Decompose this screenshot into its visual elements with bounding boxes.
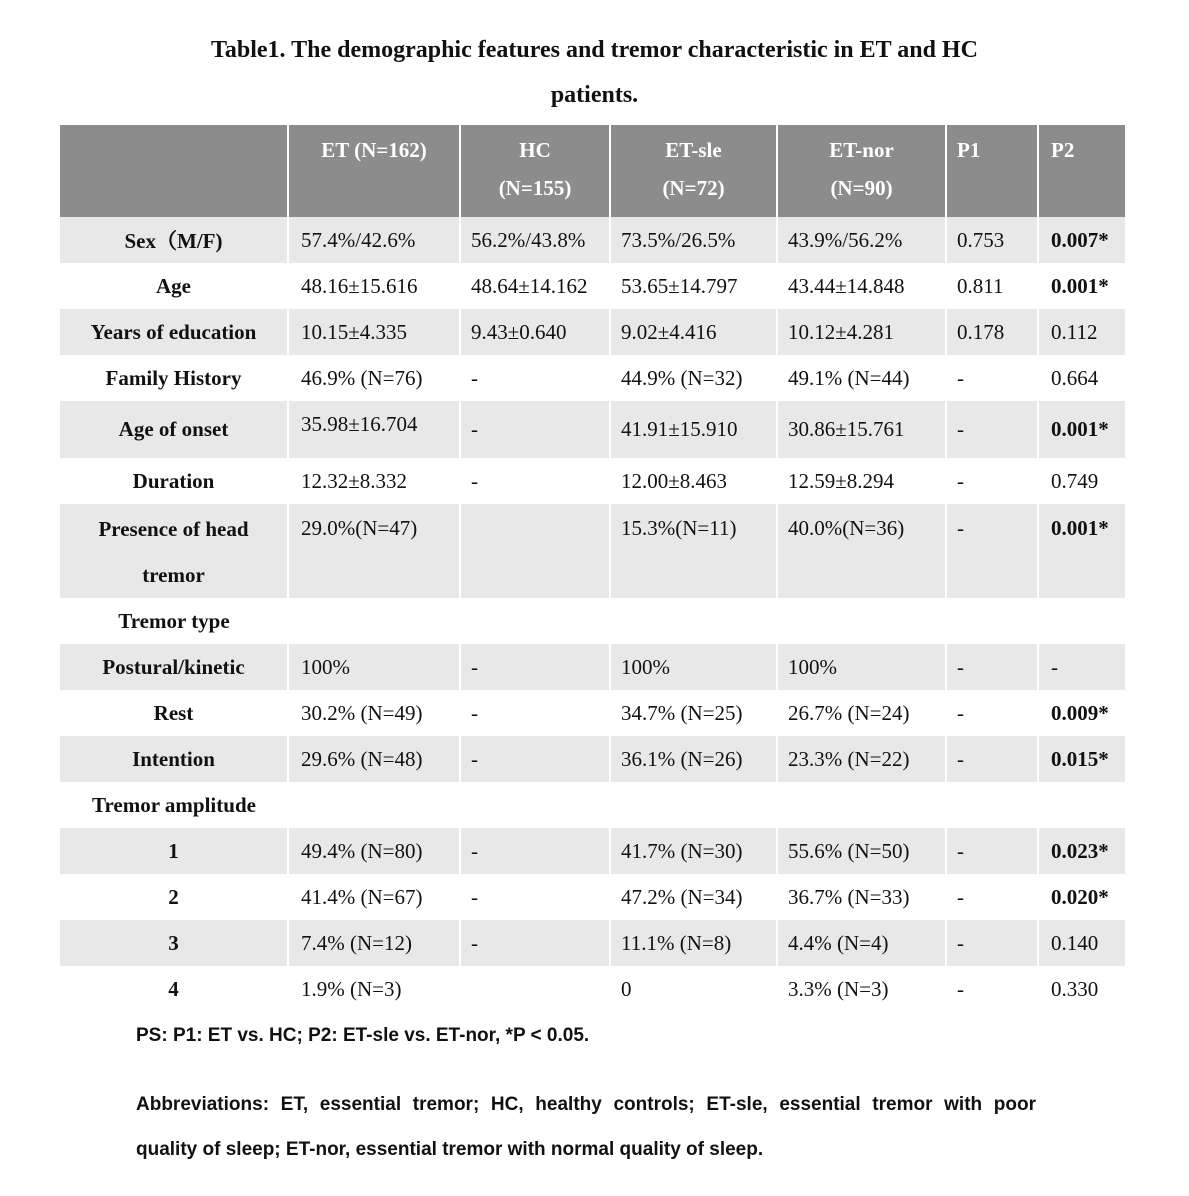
section-label: Tremor amplitude bbox=[92, 792, 256, 817]
cell-p2: 0.020* bbox=[1051, 884, 1109, 909]
row-label: 4 bbox=[60, 966, 288, 1012]
cell-et-nor: 43.44±14.848 bbox=[777, 263, 946, 309]
table-row bbox=[60, 309, 1125, 355]
table-row bbox=[60, 874, 1125, 920]
table-body bbox=[60, 217, 1125, 1012]
abbreviations-line-2: quality of sleep; ET-nor, essential tremor with normal quality of sleep. bbox=[136, 1139, 764, 1160]
cell-et: 100% bbox=[288, 644, 460, 690]
cell-et-nor: 55.6% (N=50) bbox=[777, 828, 946, 874]
row-label: Intention bbox=[60, 736, 288, 782]
cell-hc: - bbox=[460, 401, 610, 458]
cell-et-sle: 73.5%/26.5% bbox=[610, 217, 777, 263]
cell-et-nor: 30.86±15.761 bbox=[777, 401, 946, 458]
cell-et-nor: 40.0%(N=36) bbox=[777, 504, 946, 598]
cell-p2: 0.001* bbox=[1051, 273, 1109, 298]
table-row bbox=[60, 401, 1125, 458]
table-header bbox=[60, 125, 1125, 217]
cell-hc: - bbox=[460, 458, 610, 504]
header-cell-et-sle bbox=[610, 125, 777, 217]
cell-et: 57.4%/42.6% bbox=[288, 217, 460, 263]
table-title-line-2: patients. bbox=[550, 82, 639, 108]
cell-p1: - bbox=[946, 401, 1038, 458]
cell-et-sle: 0 bbox=[610, 966, 777, 1012]
row-label: 3 bbox=[60, 920, 288, 966]
cell-et: 41.4% (N=67) bbox=[288, 874, 460, 920]
cell-et: 29.6% (N=48) bbox=[288, 736, 460, 782]
table-row bbox=[60, 504, 1125, 598]
table-row bbox=[60, 966, 1125, 1012]
table-row bbox=[60, 458, 1125, 504]
cell-et-sle: 36.1% (N=26) bbox=[610, 736, 777, 782]
cell-hc: - bbox=[460, 920, 610, 966]
section-spacer bbox=[288, 782, 1125, 828]
header-cell-label bbox=[60, 125, 288, 217]
cell-et: 29.0%(N=47) bbox=[288, 504, 460, 598]
table-row bbox=[60, 217, 1125, 263]
cell-p2: 0.664 bbox=[1051, 365, 1099, 390]
row-label: Duration bbox=[60, 458, 288, 504]
demographics-table bbox=[60, 125, 1125, 1012]
cell-p1: - bbox=[946, 690, 1038, 736]
cell-p2: 0.001* bbox=[1038, 401, 1125, 458]
header-et-nor-line1: ET-nor bbox=[829, 138, 894, 162]
row-label: Rest bbox=[60, 690, 288, 736]
cell-et-sle: 53.65±14.797 bbox=[610, 263, 777, 309]
cell-et-sle: 34.7% (N=25) bbox=[610, 690, 777, 736]
cell-p1: - bbox=[946, 355, 1038, 401]
row-label: 2 bbox=[60, 874, 288, 920]
cell-p2: 0.007* bbox=[1038, 217, 1125, 263]
cell-hc: - bbox=[460, 644, 610, 690]
cell-et: 49.4% (N=80) bbox=[288, 828, 460, 874]
header-p1-label: P1 bbox=[957, 138, 981, 162]
cell-p1: - bbox=[946, 736, 1038, 782]
row-label: Family History bbox=[60, 355, 288, 401]
cell-et-sle: 11.1% (N=8) bbox=[610, 920, 777, 966]
table-title-line-1: Table1. The demographic features and tremor characteristic in ET and HC bbox=[211, 37, 978, 63]
cell-p1: 0.178 bbox=[946, 309, 1038, 355]
cell-hc: - bbox=[460, 355, 610, 401]
cell-p1: 0.811 bbox=[946, 263, 1038, 309]
cell-et-sle: 41.91±15.910 bbox=[610, 401, 777, 458]
cell-hc: 48.64±14.162 bbox=[460, 263, 610, 309]
cell-et-nor: 26.7% (N=24) bbox=[777, 690, 946, 736]
cell-hc bbox=[460, 966, 610, 1012]
cell-et: 46.9% (N=76) bbox=[288, 355, 460, 401]
header-hc-line2: (N=155) bbox=[498, 176, 572, 200]
cell-et: 1.9% (N=3) bbox=[288, 966, 460, 1012]
cell-et-nor: 4.4% (N=4) bbox=[777, 920, 946, 966]
cell-et-sle: 9.02±4.416 bbox=[610, 309, 777, 355]
cell-p2: 0.023* bbox=[1038, 828, 1125, 874]
cell-hc: 9.43±0.640 bbox=[460, 309, 610, 355]
cell-et: 35.98±16.704 bbox=[288, 401, 460, 458]
row-label: Postural/kinetic bbox=[60, 644, 288, 690]
table-row bbox=[60, 782, 1125, 828]
table-title bbox=[0, 28, 1189, 118]
cell-et: 30.2% (N=49) bbox=[288, 690, 460, 736]
header-cell-et-nor bbox=[777, 125, 946, 217]
cell-p1: - bbox=[946, 966, 1038, 1012]
cell-p2: 0.140 bbox=[1038, 920, 1125, 966]
row-label: 1 bbox=[60, 828, 288, 874]
cell-p2: 0.009* bbox=[1051, 700, 1109, 725]
cell-et-nor: 43.9%/56.2% bbox=[777, 217, 946, 263]
row-label: Age bbox=[60, 263, 288, 309]
cell-p2: 0.001* bbox=[1038, 504, 1125, 598]
cell-et-sle: 100% bbox=[610, 644, 777, 690]
cell-p1: 0.753 bbox=[946, 217, 1038, 263]
cell-et: 12.32±8.332 bbox=[288, 458, 460, 504]
cell-p1: - bbox=[946, 874, 1038, 920]
cell-et-sle: 15.3%(N=11) bbox=[610, 504, 777, 598]
cell-et-nor: 10.12±4.281 bbox=[777, 309, 946, 355]
header-cell-p2 bbox=[1038, 125, 1125, 217]
cell-p2: 0.330 bbox=[1051, 976, 1099, 1001]
cell-p2: 0.015* bbox=[1038, 736, 1125, 782]
ps-note: PS: P1: ET vs. HC; P2: ET-sle vs. ET-nor, *P < 0.05. bbox=[136, 1025, 590, 1046]
abbreviations-line-1: Abbreviations: ET, essential tremor; HC, healthy controls; ET-sle, essential tremor with poor bbox=[136, 1094, 1036, 1115]
row-label bbox=[60, 504, 288, 598]
cell-hc: - bbox=[460, 690, 610, 736]
row-label: Age of onset bbox=[60, 401, 288, 458]
header-row bbox=[60, 125, 1125, 217]
table-row bbox=[60, 355, 1125, 401]
cell-hc bbox=[460, 504, 610, 598]
cell-p2: - bbox=[1038, 644, 1125, 690]
header-p2-label: P2 bbox=[1051, 138, 1075, 162]
cell-hc: - bbox=[460, 874, 610, 920]
cell-et-sle: 47.2% (N=34) bbox=[610, 874, 777, 920]
cell-et-sle: 44.9% (N=32) bbox=[610, 355, 777, 401]
header-cell-hc bbox=[460, 125, 610, 217]
cell-p2: 0.749 bbox=[1051, 468, 1099, 493]
cell-hc: 56.2%/43.8% bbox=[460, 217, 610, 263]
cell-et-sle: 12.00±8.463 bbox=[610, 458, 777, 504]
table-row bbox=[60, 828, 1125, 874]
row-label-line2: tremor bbox=[142, 563, 205, 587]
cell-et: 48.16±15.616 bbox=[288, 263, 460, 309]
cell-p2: 0.112 bbox=[1038, 309, 1125, 355]
cell-et-nor: 23.3% (N=22) bbox=[777, 736, 946, 782]
section-label: Tremor type bbox=[118, 608, 230, 633]
cell-hc: - bbox=[460, 828, 610, 874]
header-et-nor-line2: (N=90) bbox=[830, 176, 893, 200]
header-et-sle-line1: ET-sle bbox=[665, 138, 722, 162]
header-cell-p1 bbox=[946, 125, 1038, 217]
table-row bbox=[60, 920, 1125, 966]
row-label-line1: Presence of head bbox=[98, 517, 249, 541]
cell-et-nor: 49.1% (N=44) bbox=[777, 355, 946, 401]
table-row bbox=[60, 736, 1125, 782]
table-row bbox=[60, 598, 1125, 644]
cell-p1: - bbox=[946, 458, 1038, 504]
cell-p1: - bbox=[946, 644, 1038, 690]
cell-et: 10.15±4.335 bbox=[288, 309, 460, 355]
section-spacer bbox=[288, 598, 1125, 644]
cell-et: 7.4% (N=12) bbox=[288, 920, 460, 966]
table-row bbox=[60, 263, 1125, 309]
header-et-sle-line2: (N=72) bbox=[662, 176, 725, 200]
cell-p1: - bbox=[946, 504, 1038, 598]
cell-et-nor: 12.59±8.294 bbox=[777, 458, 946, 504]
cell-et-nor: 36.7% (N=33) bbox=[777, 874, 946, 920]
cell-hc: - bbox=[460, 736, 610, 782]
table-row bbox=[60, 690, 1125, 736]
cell-et-nor: 100% bbox=[777, 644, 946, 690]
cell-p1: - bbox=[946, 920, 1038, 966]
row-label: Sex（M/F) bbox=[60, 217, 288, 263]
table-row bbox=[60, 644, 1125, 690]
cell-et-sle: 41.7% (N=30) bbox=[610, 828, 777, 874]
header-et-line1: ET (N=162) bbox=[321, 138, 427, 162]
header-hc-line1: HC bbox=[519, 138, 551, 162]
row-label: Years of education bbox=[60, 309, 288, 355]
cell-et-nor: 3.3% (N=3) bbox=[777, 966, 946, 1012]
header-cell-et bbox=[288, 125, 460, 217]
cell-p1: - bbox=[946, 828, 1038, 874]
